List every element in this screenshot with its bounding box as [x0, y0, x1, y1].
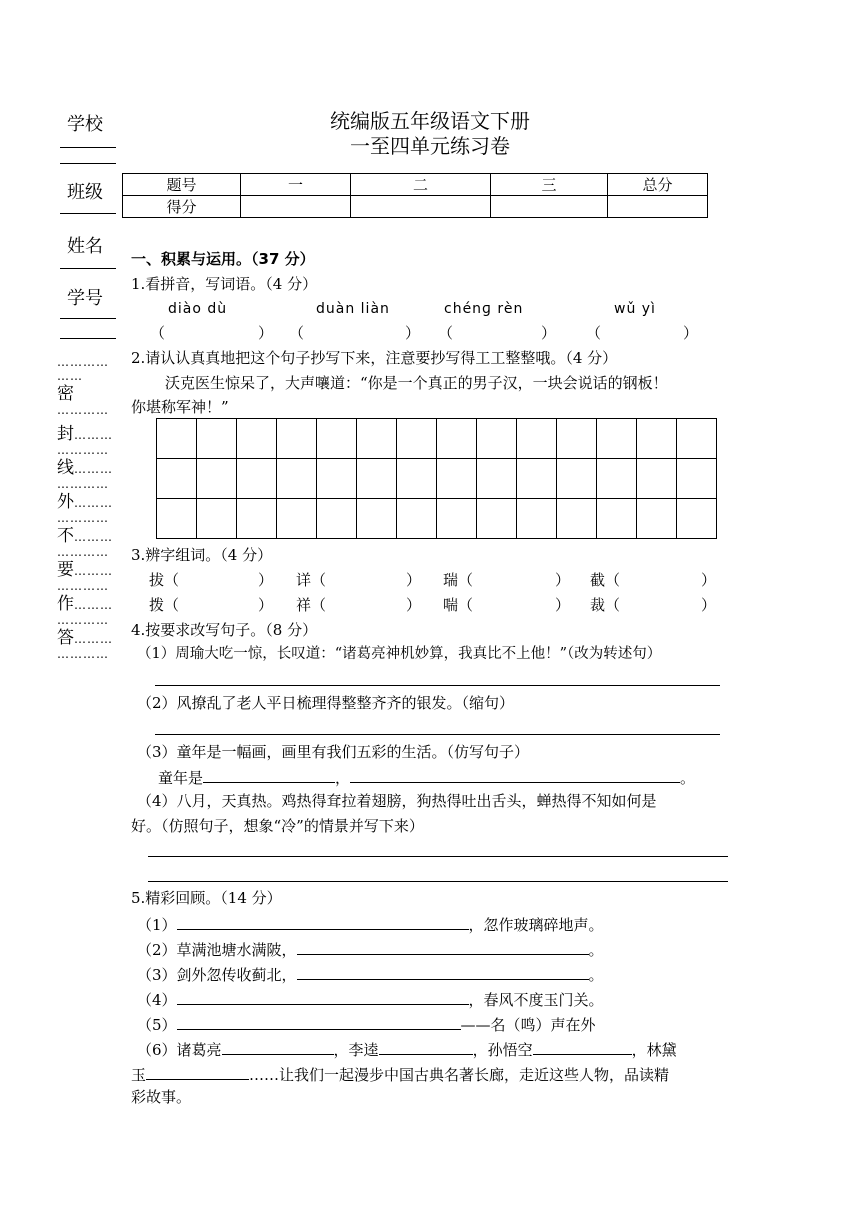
student-id-blank-2 — [60, 338, 116, 339]
answer-blank[interactable] — [146, 1063, 249, 1080]
name-blank — [60, 268, 116, 269]
imitation-comma: ， — [335, 769, 351, 787]
seal-dots: ………… — [57, 443, 109, 457]
seal-dots: ………… — [57, 511, 109, 525]
answer-blank[interactable] — [533, 1038, 632, 1055]
poem-text: 。 — [588, 941, 604, 959]
score-input-cell[interactable] — [608, 196, 708, 218]
recall-line — [137, 1038, 677, 1060]
answer-bracket: ） — [258, 324, 274, 342]
pinyin-2: duàn liàn — [316, 301, 390, 317]
poem-text: ，春风不度玉门关。 — [468, 991, 604, 1009]
seal-dots: …… — [57, 369, 83, 383]
document-subtitle: 一至四单元练习卷 — [350, 134, 510, 158]
answer-bracket: ） — [405, 324, 421, 342]
question-title: 3.辨字组词。（4 分） — [131, 546, 273, 564]
score-input-cell[interactable] — [491, 196, 608, 218]
answer-line[interactable] — [148, 881, 728, 882]
recall-line — [137, 963, 604, 985]
word-pair: 拨（ — [149, 596, 180, 614]
poem-text: ，孙悟空 — [472, 1041, 533, 1059]
word-pair: 裁（ — [590, 596, 621, 614]
sentence-item: 好。（仿照句子，想象“冷”的情景并写下来） — [131, 817, 424, 835]
recall-line: 彩故事。 — [131, 1088, 192, 1106]
answer-bracket: （ — [586, 324, 602, 342]
seal-char: 封……… — [57, 424, 113, 444]
seal-dots: ………… — [57, 579, 109, 593]
word-pair: 祥（ — [296, 596, 327, 614]
class-blank — [60, 213, 116, 214]
grid-row — [157, 459, 717, 499]
copy-sentence: 你堪称军神！” — [131, 398, 229, 416]
answer-blank[interactable] — [177, 1013, 461, 1030]
school-blank-2 — [60, 163, 116, 164]
word-pair: ） — [555, 596, 571, 614]
poem-text: 。 — [588, 966, 604, 984]
answer-line[interactable] — [155, 734, 720, 735]
seal-char: 要……… — [57, 560, 113, 580]
seal-char: 外……… — [57, 492, 113, 512]
recall-line — [131, 1063, 669, 1085]
school-label: 学校 — [67, 114, 103, 135]
seal-dots: ………… — [57, 613, 109, 627]
score-cell: 一 — [241, 174, 351, 196]
answer-blank[interactable] — [297, 963, 589, 980]
score-input-cell[interactable] — [351, 196, 491, 218]
pinyin-1: diào dù — [168, 301, 228, 317]
poem-text: ，林黛 — [631, 1041, 677, 1059]
word-pair: ） — [701, 571, 717, 589]
poem-text: 玉 — [131, 1066, 147, 1084]
answer-blank[interactable] — [297, 938, 589, 955]
item-number: （4） — [137, 991, 177, 1009]
answer-blank[interactable] — [222, 1038, 334, 1055]
poem-text: （6）诸葛亮 — [137, 1041, 222, 1059]
seal-dots: ………… — [57, 355, 109, 369]
score-table — [122, 173, 708, 218]
recall-line — [137, 1013, 596, 1035]
sentence-item: （4）八月，天真热。鸡热得耷拉着翅膀，狗热得吐出舌头，蝉热得不知如何是 — [137, 792, 657, 810]
word-pair: 瑞（ — [443, 571, 474, 589]
answer-bracket: （ — [438, 324, 454, 342]
class-label: 班级 — [67, 182, 103, 203]
seal-char: 不……… — [57, 526, 113, 546]
answer-bracket: （ — [150, 324, 166, 342]
section-heading: 一、积累与运用。（37 分） — [131, 250, 315, 268]
word-pair: ） — [555, 571, 571, 589]
item-number: （1） — [137, 916, 177, 934]
sentence-item: （2）风撩乱了老人平日梳理得整整齐齐的银发。（缩句） — [137, 694, 515, 712]
pinyin-4: wǔ yì — [614, 301, 656, 317]
answer-line[interactable] — [148, 856, 728, 857]
imitation-line — [158, 766, 695, 788]
question-title: 1.看拼音，写词语。（4 分） — [131, 275, 318, 293]
recall-line — [137, 938, 604, 960]
imitation-end: 。 — [680, 769, 696, 787]
seal-char: 线……… — [57, 458, 113, 478]
word-pair: 喘（ — [443, 596, 474, 614]
answer-blank[interactable] — [350, 766, 680, 783]
sentence-item: （1）周瑜大吃一惊，长叹道：“诸葛亮神机妙算，我真比不上他！”（改为转述句） — [137, 646, 662, 662]
answer-blank[interactable] — [177, 913, 469, 930]
word-pair: ） — [406, 571, 422, 589]
writing-grid[interactable] — [156, 418, 717, 539]
poem-text: ，李逵 — [333, 1041, 379, 1059]
name-label: 姓名 — [67, 236, 103, 257]
answer-bracket: ） — [683, 324, 699, 342]
word-pair: ） — [406, 596, 422, 614]
seal-char: 作……… — [57, 594, 113, 614]
word-pair: 拔（ — [149, 571, 180, 589]
copy-sentence: 沃克医生惊呆了，大声嚷道：“你是一个真正的男子汉，一块会说话的钢板！ — [165, 374, 668, 392]
student-id-label: 学号 — [67, 288, 103, 309]
seal-dots: ………… — [57, 477, 109, 491]
answer-blank[interactable] — [379, 1038, 473, 1055]
imitation-prefix: 童年是 — [158, 769, 204, 787]
question-title: 2.请认认真真地把这个句子抄写下来，注意要抄写得工工整整哦。（4 分） — [131, 349, 618, 367]
recall-line — [137, 913, 604, 935]
answer-line[interactable] — [155, 685, 720, 686]
question-title: 5.精彩回顾。（14 分） — [131, 889, 282, 907]
poem-text: ——名（鸣）声在外 — [460, 1016, 596, 1034]
word-pair: ） — [258, 571, 274, 589]
seal-char: 密 — [57, 384, 74, 404]
grid-row — [157, 499, 717, 539]
score-cell: 得分 — [123, 196, 241, 218]
word-pair: ） — [258, 596, 274, 614]
sentence-item: （3）童年是一幅画，画里有我们五彩的生活。（仿写句子） — [137, 743, 530, 761]
answer-blank[interactable] — [177, 988, 469, 1005]
recall-line — [137, 988, 604, 1010]
answer-blank[interactable] — [203, 766, 335, 783]
student-id-blank — [60, 318, 116, 319]
answer-bracket: ） — [541, 324, 557, 342]
score-table-row — [123, 196, 708, 218]
score-input-cell[interactable] — [241, 196, 351, 218]
seal-dots: ………… — [57, 545, 109, 559]
item-number: （5） — [137, 1016, 177, 1034]
document-title: 统编版五年级语文下册 — [330, 109, 530, 133]
score-cell: 三 — [491, 174, 608, 196]
poem-text: ……让我们一起漫步中国古典名著长廊，走近这些人物，品读精 — [249, 1066, 670, 1084]
seal-dots: ………… — [57, 403, 109, 417]
seal-char: 答……… — [57, 628, 113, 648]
score-cell: 总分 — [608, 174, 708, 196]
question-title: 4.按要求改写句子。（8 分） — [131, 621, 318, 639]
word-pair: ） — [701, 596, 717, 614]
poem-text: （3）剑外忽传收蓟北， — [137, 966, 297, 984]
word-pair: 截（ — [590, 571, 621, 589]
answer-bracket: （ — [289, 324, 305, 342]
pinyin-3: chénɡ rèn — [444, 301, 524, 317]
score-table-row — [123, 174, 708, 196]
poem-text: （2）草满池塘水满陂， — [137, 941, 297, 959]
score-cell: 题号 — [123, 174, 241, 196]
grid-row — [157, 419, 717, 459]
word-pair: 详（ — [296, 571, 327, 589]
seal-dots: ………… — [57, 647, 109, 661]
score-cell: 二 — [351, 174, 491, 196]
poem-text: ，忽作玻璃碎地声。 — [468, 916, 604, 934]
